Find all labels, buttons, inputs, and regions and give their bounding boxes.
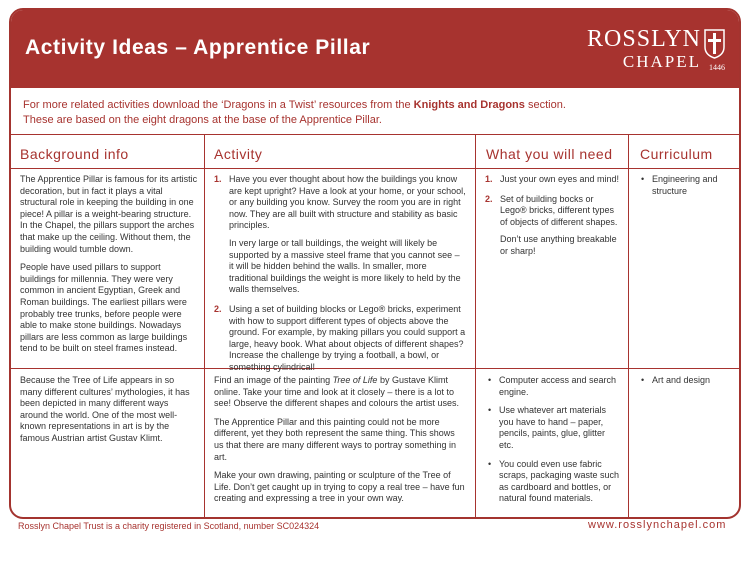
- list-item: 2. Using a set of building blocks or Lego® bricks, experiment with how to support different types of objects above the ground. For example, by making pillars you could support a large, heavy book. What about objects of different shapes? Increase the challenge by trying a football, a bowl, or something cylindrical!: [214, 303, 466, 372]
- row1-need: [485, 174, 621, 266]
- charity-notice: Rosslyn Chapel Trust is a charity registered in Scotland, number SC024324: [18, 521, 320, 531]
- list-item: 1. Have you ever thought about how the buildings you know are kept upright? Have a look at your home, or your school, or any building you know. Survey the room you are in right now. They are all built with structure and stability as basic principles. In very large or tall buildings, the weight will likely be supported by a massive steel frame that you cannot see – it will be hidden behind the walls. In smaller, more traditional buildings the weight is more likely to held by the walls themselves.: [214, 174, 466, 295]
- list-item: • Art and design: [638, 375, 734, 387]
- row1-curriculum: [638, 174, 734, 204]
- row2-activity: Find an image of the painting Tree of Life by Gustave Klimt online. Take your time and look at it closely – there is a lot to see! Observe the different shapes and colours the artist uses. The Apprentice Pillar and this painting could not be more different, yet they both represent the same thing. This shows us that there are many different ways to portray something in art. Make your own drawing, painting or sculpture of the Tree of Life. Don’t get caught up in trying to copy a real tree – have fun creating and expressing a tree in your own way.: [214, 375, 465, 504]
- intro-text: For more related activities download the ‘Dragons in a Twist’ resources from the Knights and Dragons section. These are based on the eight dragons at the base of the Apprentice Pillar.: [23, 99, 566, 126]
- logo-line1: ROSSLYN: [587, 26, 701, 52]
- header-background: Background info: [20, 146, 129, 162]
- list-item: 1. Just your own eyes and mind!: [485, 174, 620, 184]
- divider: [11, 134, 739, 135]
- column-divider: [475, 134, 476, 519]
- list-item: • Engineering and structure: [638, 174, 734, 197]
- header-activity: Activity: [214, 146, 263, 162]
- row2-need: [485, 375, 621, 512]
- rosslyn-chapel-logo: [587, 26, 725, 82]
- logo-year: 1446: [709, 63, 725, 72]
- row2-curriculum: [638, 375, 734, 394]
- column-divider: [204, 134, 205, 519]
- list-item: • You could even use fabric scraps, packaging waste such as cardboard and bottles, or natural found materials.: [485, 459, 621, 505]
- logo-line2: CHAPEL: [622, 52, 701, 71]
- title-banner: [11, 10, 739, 88]
- header-curriculum: Curriculum: [640, 146, 713, 162]
- activity-card: [9, 8, 741, 519]
- divider: [11, 168, 739, 169]
- cross-shield-icon: [704, 29, 725, 59]
- header-need: What you will need: [486, 146, 613, 162]
- list-item: • Computer access and search engine.: [485, 375, 621, 398]
- knights-dragons-link[interactable]: Knights and Dragons: [413, 99, 525, 111]
- column-divider: [628, 134, 629, 519]
- list-item: • Use whatever art materials you have to hand – paper, pencils, paints, glue, glitter etc.: [485, 405, 621, 451]
- row2-background: Because the Tree of Life appears in so many different cultures’ mythologies, it has been depicted in many different ways around the world. One of the most well-known representations in art is by the famous Austrian artist Gustav Klimt.: [20, 375, 190, 443]
- website-link[interactable]: www.rosslynchapel.com: [588, 519, 727, 531]
- page-title: Activity Ideas – Apprentice Pillar: [25, 36, 371, 59]
- list-item: 2. Set of building bocks or Lego® bricks, different types of objects of different shapes. Don’t use anything breakable or sharp!: [485, 193, 618, 256]
- row1-background: The Apprentice Pillar is famous for its artistic decoration, but in fact it plays a vital structural role in keeping the building in one piece! A pillar is a weight-bearing structure. In the Chapel, the pillars support the arches that make up the ceiling. Without them, the building would tumble down. People have used pillars to support buildings for millennia. They were very common in ancient Egyptian, Greek and Roman buildings. The earliest pillars were probably tree trunks, before people were able to make stone buildings. Nowadays pillars are less common as large buildings tend to be built on steel frames instead.: [20, 174, 198, 354]
- row1-activity: [214, 174, 466, 382]
